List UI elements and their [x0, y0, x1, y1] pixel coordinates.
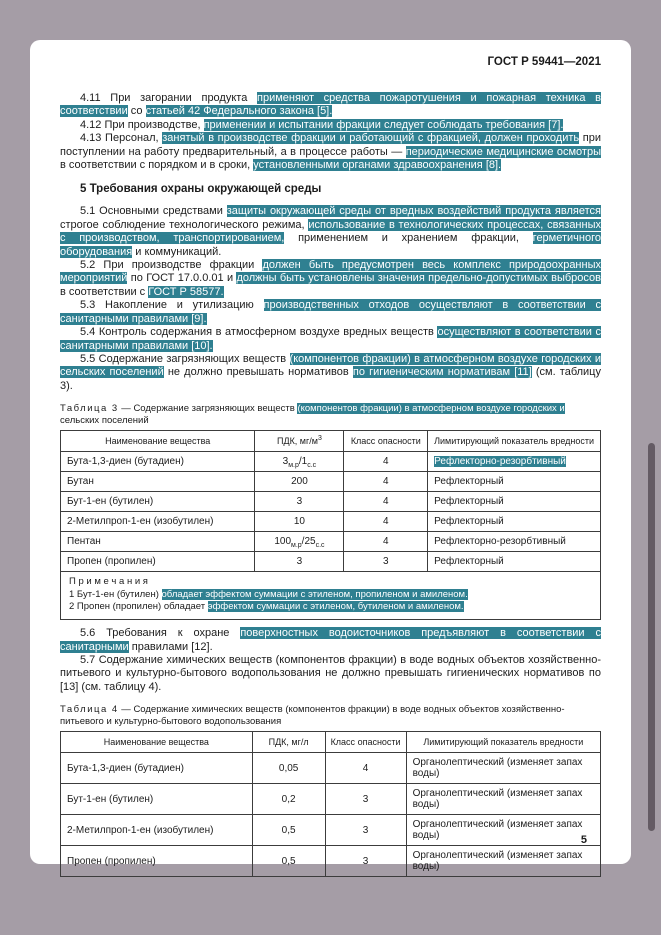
table-caption: Таблица 4 — Содержание химических веществ (компонентов фракции) в воде водных объектов хозяйственно-питьевого и культурно-бытового водопользования	[60, 704, 565, 727]
column-header: Лимитирующий показатель вредности	[406, 732, 600, 753]
table-cell: Бут-1-ен (бутилен)	[61, 492, 255, 512]
section-heading: 5 Требования охраны окружающей среды	[80, 183, 322, 196]
table-row	[61, 512, 601, 532]
table-cell: Рефлекторный	[428, 472, 601, 492]
table-cell: $100_{м.р}/25_{с.с}$	[255, 532, 344, 552]
column-header: ПДК, $мг/м^3$	[255, 431, 344, 452]
header-row	[61, 732, 601, 753]
paragraph: 5.6 Требования к охране поверхностных водоисточников предъявляют в соответствии с санитарными правилами [12].	[60, 627, 601, 653]
table-row	[61, 784, 601, 815]
table-cell: 3	[255, 492, 344, 512]
header-row	[61, 431, 601, 452]
table-notes	[61, 572, 601, 620]
paragraph: 5.7 Содержание химических веществ (компонентов фракции) в воде водных объектов хозяйственно-питьевого и культурно-бытового водопользования не должно превышать гигиенических нормативов по [13] (см. таблицу 4).	[60, 653, 601, 693]
table-4	[60, 731, 601, 877]
paragraph: 4.13 Персонал, занятый в производстве фракции и работающий с фракцией, должен проходить при поступлении на работу предварительный, а в процессе работы — периодические медицинские осмотры в соответствии с порядком и в сроки, установленными органами здравоохранения [8].	[60, 132, 602, 172]
table-cell: 200	[255, 472, 344, 492]
paragraph: 5.3 Накопление и утилизацию производственных отходов осуществляют в соответствии с санитарными правилами [9].	[60, 299, 601, 325]
table-row	[61, 532, 601, 552]
table-cell: 0,5	[252, 815, 325, 846]
table-cell: Пропен (пропилен)	[61, 846, 253, 877]
paragraph: 4.11 При загорании продукта применяют средства пожаротушения и пожарная техника в соответствии со статьей 42 Федерального закона [5].	[60, 92, 601, 118]
column-header: Класс опасности	[325, 732, 406, 753]
text-highlight: применяют средства пожаротушения и пожарная техника в соответствии	[60, 92, 601, 118]
table-row	[61, 815, 601, 846]
page-number: 5	[580, 834, 587, 846]
table-cell: Бутан	[61, 472, 255, 492]
text-highlight: поверхностных водоисточников предъявляют в соответствии с санитарными	[60, 627, 601, 653]
note-item: 1 Бут-1-ен (бутилен) обладает эффектом суммации с этиленом, пропиленом и амиленом.	[69, 589, 468, 601]
table-cell: 4	[344, 492, 428, 512]
note-item: 2 Пропен (пропилен) обладает эффектом суммации с этиленом, бутиленом и амиленом.	[69, 601, 464, 613]
text-highlight: использование в технологических процессах, связанных с производством, транспортированием,	[60, 218, 601, 245]
text-highlight: производственных отходов осуществляют в соответствии с санитарными правилами [9].	[60, 299, 601, 325]
table-cell: 0,5	[252, 846, 325, 877]
table-cell: Органолептический (изменяет запах воды)	[406, 846, 600, 877]
table-row	[61, 846, 601, 877]
table-row	[61, 472, 601, 492]
text-highlight: герметичного оборудования	[60, 232, 601, 258]
table-row	[61, 753, 601, 784]
text-highlight: (компонентов фракции) в атмосферном воздухе городских и сельских поселений	[60, 352, 601, 379]
document-page	[30, 40, 631, 873]
table-cell: 2-Метилпроп-1-ен (изобутилен)	[61, 815, 253, 846]
table-cell: Органолептический (изменяет запах воды)	[406, 815, 600, 846]
scrollbar-thumb[interactable]	[648, 443, 655, 831]
text-highlight: применении и испытании фракции следует соблюдать требования [7].	[203, 118, 564, 131]
text-highlight: должен быть предусмотрен весь комплекс природоохранных мероприятий	[60, 259, 601, 285]
text-highlight: (компонентов фракции) в атмосферном воздухе городских и	[297, 403, 565, 415]
table-cell: Бута-1,3-диен (бутадиен)	[61, 452, 255, 472]
table-3	[60, 430, 601, 620]
column-header: Класс опасности	[344, 431, 428, 452]
table-cell: 4	[325, 753, 406, 784]
table-cell: Рефлекторно-резорбтивный	[428, 532, 601, 552]
column-header: Лимитирующий показатель вредности	[428, 431, 601, 452]
table-cell: Органолептический (изменяет запах воды)	[406, 753, 600, 784]
table-cell: Рефлекторный	[428, 512, 601, 532]
table-cell: 3	[325, 815, 406, 846]
table-cell: Рефлекторный	[428, 492, 601, 512]
column-header: Наименование вещества	[61, 732, 253, 753]
document-flow	[60, 92, 601, 877]
column-header: Наименование вещества	[61, 431, 255, 452]
text-highlight: эффектом суммации с этиленом, бутиленом и амиленом.	[207, 601, 464, 613]
paragraph: 5.5 Содержание загрязняющих веществ (компонентов фракции) в атмосферном воздухе городских и сельских поселений не должно превышать нормативов по гигиеническим нормативам [11] (см. таблицу 3).	[60, 352, 601, 392]
table-cell: 4	[344, 472, 428, 492]
table-cell: Бута-1,3-диен (бутадиен)	[61, 753, 253, 784]
table-cell: 4	[344, 452, 428, 472]
notes-row	[61, 572, 601, 620]
table-cell	[428, 452, 601, 472]
column-header: ПДК, мг/л	[252, 732, 325, 753]
table-cell: Рефлекторный	[428, 552, 601, 572]
table-cell: 3	[325, 846, 406, 877]
paragraph: 5.4 Контроль содержания в атмосферном воздухе вредных веществ осуществляют в соответствии с санитарными правилами [10].	[60, 326, 601, 352]
table-cell: 4	[344, 532, 428, 552]
table-cell: Органолептический (изменяет запах воды)	[406, 784, 600, 815]
text-highlight: установленными органами здравоохранения [8].	[253, 159, 502, 172]
table-cell: 3	[325, 784, 406, 815]
paragraph: 5.2 При производстве фракции должен быть предусмотрен весь комплекс природоохранных мероприятий по ГОСТ 17.0.0.01 и должны быть установлены значения предельно-допустимых выбросов в соответствии с ГОСТ Р 58577.	[60, 259, 601, 298]
table-cell: Бут-1-ен (бутилен)	[61, 784, 253, 815]
text-highlight: обладает эффектом суммации с этиленом, пропиленом и амиленом.	[161, 589, 468, 601]
table-caption: Таблица 3 — Содержание загрязняющих веществ (компонентов фракции) в атмосферном воздухе городских и сельских поселений	[60, 403, 565, 426]
table-cell: 0,05	[252, 753, 325, 784]
paragraph: 5.1 Основными средствами защиты окружающей среды от вредных воздействий продукта является строгое соблюдение технологического режима, использование в технологических процессах, связанных с производством, транспортированием, применением и хранением фракции, герметичного оборудования и коммуникаций.	[60, 205, 601, 258]
table-cell: Пентан	[61, 532, 255, 552]
table-cell: 0,2	[252, 784, 325, 815]
text-highlight: статьей 42 Федерального закона [5].	[145, 105, 333, 118]
table-row	[61, 492, 601, 512]
table-cell: Пропен (пропилен)	[61, 552, 255, 572]
text-highlight: занятый в производстве фракции и работающий с фракцией, должен проходить	[162, 132, 580, 145]
notes-title: П р и м е ч а н и я	[69, 576, 148, 588]
table-cell: $3_{м.р}/1_{с.с}$	[255, 452, 344, 472]
text-highlight: должны быть установлены значения предельно-допустимых выбросов	[236, 272, 601, 285]
text-highlight: защиты окружающей среды от вредных воздействий продукта является	[226, 205, 601, 218]
text-highlight: осуществляют в соответствии с санитарными правилами [10].	[60, 326, 601, 352]
table-cell: 3	[344, 552, 428, 572]
doc-code: ГОСТ Р 59441—2021	[487, 56, 601, 68]
table-cell: 2-Метилпроп-1-ен (изобутилен)	[61, 512, 255, 532]
table-row	[61, 452, 601, 472]
table-row	[61, 552, 601, 572]
text-highlight: периодические медицинские осмотры	[405, 145, 601, 158]
text-highlight: ГОСТ Р 58577.	[148, 285, 224, 298]
table-cell: 3	[255, 552, 344, 572]
text-highlight: по гигиеническим нормативам [11]	[352, 366, 532, 379]
table-cell: 4	[344, 512, 428, 532]
paragraph: 4.12 При производстве, применении и испытании фракции следует соблюдать требования [7].	[80, 118, 564, 131]
table-cell: 10	[255, 512, 344, 532]
text-highlight: Рефлекторно-резорбтивный	[434, 456, 566, 468]
